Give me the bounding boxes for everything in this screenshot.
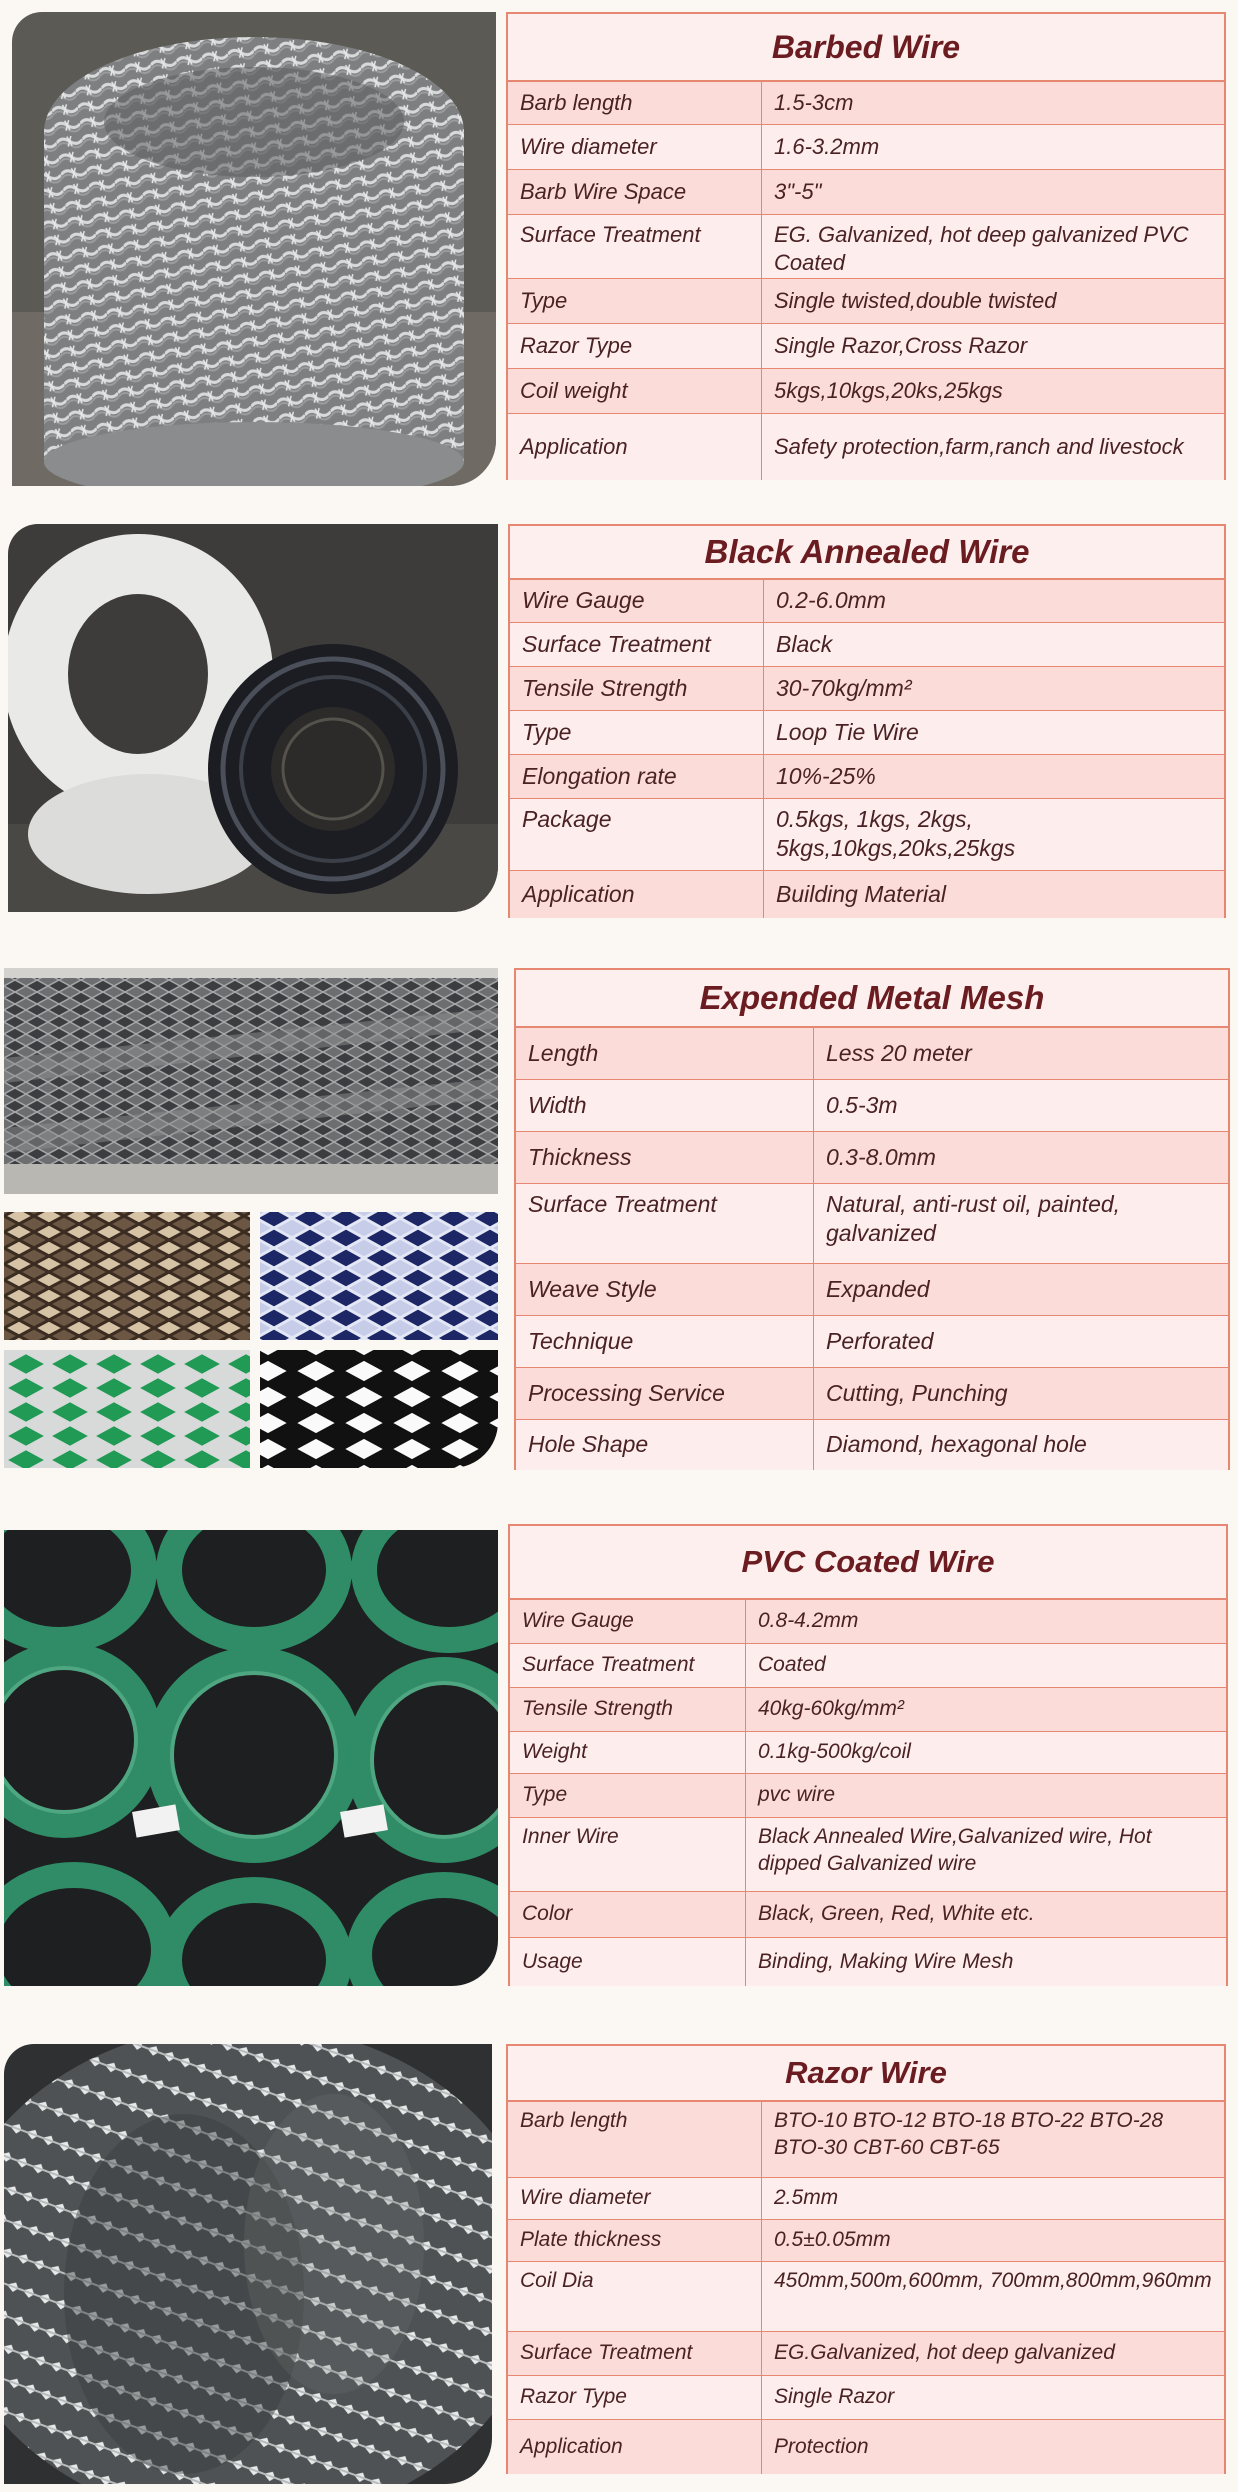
spec-key: Barb Wire Space: [508, 170, 762, 214]
spec-row: [508, 170, 1224, 215]
spec-row: [508, 279, 1224, 324]
spec-row: [516, 1316, 1228, 1368]
spec-key: Barb length: [508, 2102, 762, 2177]
spec-value: 0.8-4.2mm: [758, 1609, 859, 1633]
spec-key: Application: [508, 414, 762, 480]
spec-row: [510, 623, 1224, 667]
spec-value: 30-70kg/mm²: [776, 674, 912, 701]
spec-row: [510, 1600, 1226, 1644]
product-title: Black Annealed Wire: [510, 526, 1224, 580]
spec-row: [510, 1892, 1226, 1938]
spec-row: [508, 82, 1224, 125]
spec-row: [510, 755, 1224, 799]
spec-row: [508, 2420, 1224, 2474]
spec-row: [516, 1368, 1228, 1420]
spec-row: [508, 414, 1224, 480]
spec-key: Elongation rate: [510, 755, 764, 798]
spec-row: [510, 1644, 1226, 1688]
spec-row: [508, 2262, 1224, 2332]
spec-table-black-annealed-wire: [508, 524, 1226, 918]
spec-value: Single Razor,Cross Razor: [774, 332, 1028, 358]
spec-value: Black, Green, Red, White etc.: [758, 1902, 1035, 1926]
spec-row: [508, 2332, 1224, 2376]
spec-row: [510, 711, 1224, 755]
spec-value: Loop Tie Wire: [776, 718, 919, 745]
spec-key: Package: [510, 799, 764, 870]
spec-key: Wire diameter: [508, 125, 762, 169]
spec-row: [508, 215, 1224, 279]
spec-key: Hole Shape: [516, 1420, 814, 1470]
spec-row: [510, 580, 1224, 623]
pvc-coated-wire-coils-photo: [4, 1530, 498, 1986]
spec-key: Barb length: [508, 82, 762, 124]
spec-key: Technique: [516, 1316, 814, 1367]
spec-key: Wire Gauge: [510, 1600, 746, 1643]
spec-value: 0.5-3m: [826, 1091, 898, 1118]
spec-key: Surface Treatment: [510, 623, 764, 666]
spec-key: Razor Type: [508, 324, 762, 368]
spec-key: Wire Gauge: [510, 580, 764, 622]
spec-row: [508, 125, 1224, 170]
spec-key: Color: [510, 1892, 746, 1937]
spec-key: Coil weight: [508, 369, 762, 413]
spec-key: Thickness: [516, 1132, 814, 1183]
spec-key: Application: [508, 2420, 762, 2474]
spec-value: 1.6-3.2mm: [774, 133, 880, 159]
spec-table-pvc-coated-wire: [508, 1524, 1228, 1986]
spec-row: [508, 2102, 1224, 2178]
spec-key: Inner Wire: [510, 1818, 746, 1891]
spec-row: [508, 324, 1224, 369]
spec-key: Width: [516, 1080, 814, 1131]
spec-value: 0.1kg-500kg/coil: [758, 1740, 911, 1764]
spec-key: Surface Treatment: [508, 215, 762, 278]
spec-value: Natural, anti-rust oil, painted, galvanized: [826, 1191, 1121, 1247]
spec-value: 1.5-3cm: [774, 89, 854, 115]
spec-key: Length: [516, 1028, 814, 1079]
barbed-wire-coil-photo: [12, 12, 496, 486]
spec-key: Tensile Strength: [510, 1688, 746, 1731]
spec-value: BTO-10 BTO-12 BTO-18 BTO-22 BTO-28 BTO-30 CBT-60 CBT-65: [774, 2109, 1164, 2159]
spec-key: Tensile Strength: [510, 667, 764, 710]
spec-row: [510, 1732, 1226, 1774]
spec-key: Surface Treatment: [508, 2332, 762, 2375]
spec-table-razor-wire: [506, 2044, 1226, 2474]
spec-value: Single Razor: [774, 2385, 895, 2409]
spec-value: Coated: [758, 1653, 826, 1677]
spec-value: Diamond, hexagonal hole: [826, 1431, 1087, 1458]
spec-key: Coil Dia: [508, 2262, 762, 2331]
spec-value: Binding, Making Wire Mesh: [758, 1949, 1014, 1973]
spec-value: Protection: [774, 2434, 869, 2458]
product-title: Barbed Wire: [508, 14, 1224, 82]
spec-key: Weight: [510, 1732, 746, 1773]
spec-value: Black Annealed Wire,Galvanized wire, Hot dipped Galvanized wire: [758, 1825, 1152, 1875]
spec-key: Processing Service: [516, 1368, 814, 1419]
spec-value: EG.Galvanized, hot deep galvanized: [774, 2341, 1115, 2365]
spec-row: [510, 799, 1224, 871]
spec-key: Weave Style: [516, 1264, 814, 1315]
spec-key: Wire diameter: [508, 2178, 762, 2219]
spec-row: [516, 1184, 1228, 1264]
spec-row: [516, 1028, 1228, 1080]
spec-row: [516, 1132, 1228, 1184]
spec-value: 40kg-60kg/mm²: [758, 1697, 904, 1721]
spec-value: 0.2-6.0mm: [776, 587, 886, 614]
product-title: Expended Metal Mesh: [516, 970, 1228, 1028]
spec-key: Plate thickness: [508, 2220, 762, 2261]
spec-key: Type: [510, 1774, 746, 1817]
spec-row: [516, 1264, 1228, 1316]
spec-key: Type: [508, 279, 762, 323]
spec-value: 0.5kgs, 1kgs, 2kgs, 5kgs,10kgs,20ks,25kgs: [776, 806, 1016, 862]
spec-row: [510, 667, 1224, 711]
spec-value: 2.5mm: [774, 2186, 839, 2210]
spec-value: Less 20 meter: [826, 1039, 972, 1066]
spec-value: 0.5±0.05mm: [774, 2228, 891, 2252]
spec-row: [510, 1938, 1226, 1986]
spec-value: Expanded: [826, 1275, 930, 1302]
spec-row: [508, 2220, 1224, 2262]
spec-value: 3"-5": [774, 178, 822, 204]
annealed-wire-coils-photo: [8, 524, 498, 912]
spec-value: Safety protection,farm,ranch and livestock: [774, 433, 1184, 459]
spec-key: Usage: [510, 1938, 746, 1986]
razor-wire-coil-photo: [4, 2044, 492, 2484]
spec-row: [510, 871, 1224, 918]
spec-table-barbed-wire: [506, 12, 1226, 480]
spec-table-expended-metal-mesh: [514, 968, 1230, 1470]
product-title: Razor Wire: [508, 2046, 1224, 2102]
spec-key: Type: [510, 711, 764, 754]
spec-row: [516, 1420, 1228, 1470]
spec-value: Cutting, Punching: [826, 1379, 1008, 1406]
spec-row: [510, 1688, 1226, 1732]
spec-row: [510, 1818, 1226, 1892]
spec-value: pvc wire: [758, 1783, 836, 1807]
spec-row: [508, 2376, 1224, 2420]
product-title: PVC Coated Wire: [510, 1526, 1226, 1600]
spec-row: [516, 1080, 1228, 1132]
spec-key: Surface Treatment: [510, 1644, 746, 1687]
spec-row: [510, 1774, 1226, 1818]
spec-key: Razor Type: [508, 2376, 762, 2419]
spec-value: 0.3-8.0mm: [826, 1143, 936, 1170]
spec-value: Single twisted,double twisted: [774, 287, 1057, 313]
spec-row: [508, 2178, 1224, 2220]
spec-value: Black: [776, 630, 833, 657]
spec-value: Perforated: [826, 1327, 934, 1354]
spec-value: 10%-25%: [776, 762, 876, 789]
spec-key: Application: [510, 871, 764, 918]
expanded-metal-mesh-photos: [4, 968, 498, 1468]
spec-value: 5kgs,10kgs,20ks,25kgs: [774, 377, 1003, 403]
spec-value: EG. Galvanized, hot deep galvanized PVC Coated: [774, 222, 1189, 276]
spec-key: Surface Treatment: [516, 1184, 814, 1263]
spec-row: [508, 369, 1224, 414]
spec-value: 450mm,500m,600mm, 700mm,800mm,960mm: [774, 2269, 1212, 2292]
spec-value: Building Material: [776, 880, 947, 907]
